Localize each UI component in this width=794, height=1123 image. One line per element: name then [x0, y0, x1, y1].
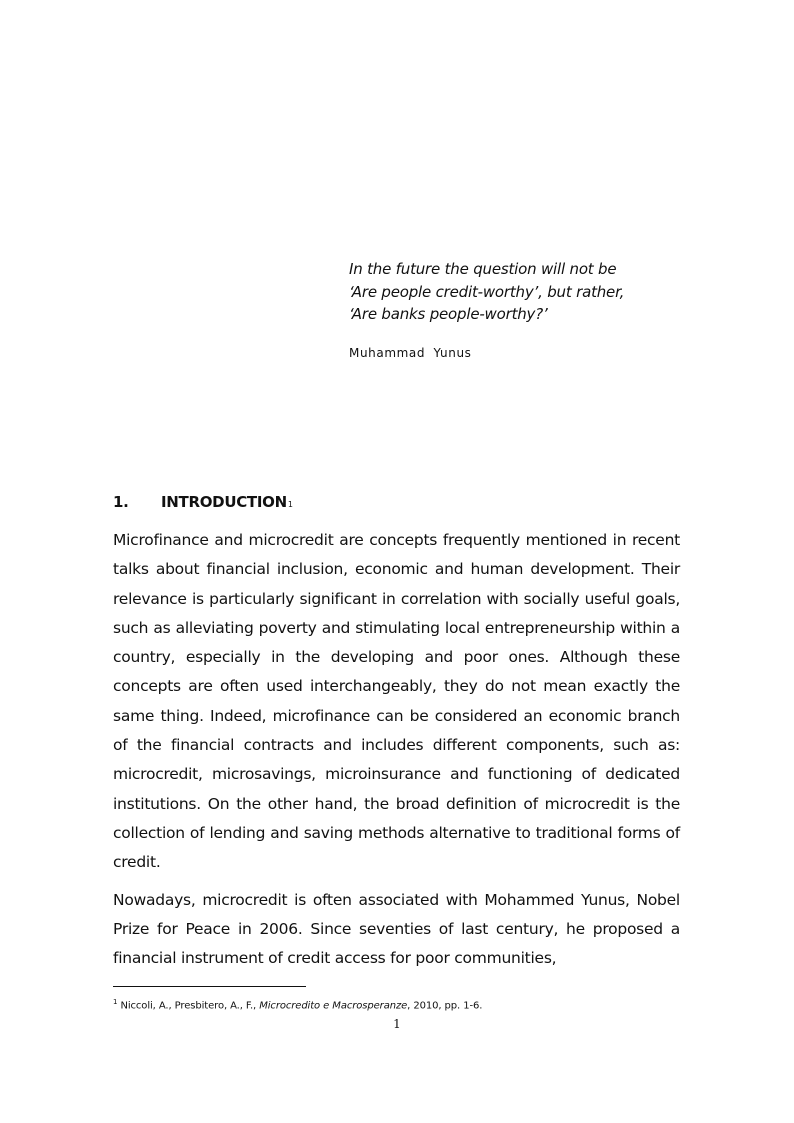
epigraph-line: ‘Are banks people-worthy?’: [349, 305, 548, 323]
epigraph: [349, 258, 729, 360]
footnote: [113, 995, 713, 1013]
footnote-reference[interactable]: 1: [287, 500, 293, 509]
epigraph-line: ‘Are people credit-worthy’, but rather,: [349, 282, 625, 301]
section-heading: [113, 493, 673, 511]
footnote-marker: 1: [113, 998, 118, 1006]
paragraph: Nowadays, microcredit is often associated with Mohammed Yunus, Nobel Prize for Peace in 2006. Since seventies of last century, he proposed a financial instrument of credit access for poor communities,: [113, 890, 680, 968]
page-number: 1: [393, 1017, 401, 1031]
section-title: INTRODUCTION: [161, 493, 287, 511]
footnote-work: Microcredito e Macrosperanze: [259, 1000, 408, 1012]
body-text: [113, 526, 680, 981]
epigraph-author: Muhammad Yunus: [349, 345, 472, 360]
section-number: 1.: [113, 493, 129, 511]
epigraph-line: In the future the question will not be: [349, 260, 617, 278]
footnote-divider: [113, 986, 306, 987]
footnote-details: , 2010, pp. 1-6.: [407, 1000, 483, 1012]
footnote-authors: Niccoli, A., Presbitero, A., F.,: [120, 1000, 257, 1012]
paragraph: Microfinance and microcredit are concepts frequently mentioned in recent talks about financial inclusion, economic and human development. Their relevance is particularly significant in correlation with socially useful goals, such as alleviating poverty and stimulating local entrepreneurship within a country, especially in the developing and poor ones. Although these concepts are often used interchangeably, they do not mean exactly the same thing. Indeed, microfinance can be considered an economic branch of the financial contracts and includes different components, such as: microcredit, microsavings, microinsurance and functioning of dedicated institutions. On the other hand, the broad definition of microcredit is the collection of lending and saving methods alternative to traditional forms of credit.: [113, 531, 680, 872]
